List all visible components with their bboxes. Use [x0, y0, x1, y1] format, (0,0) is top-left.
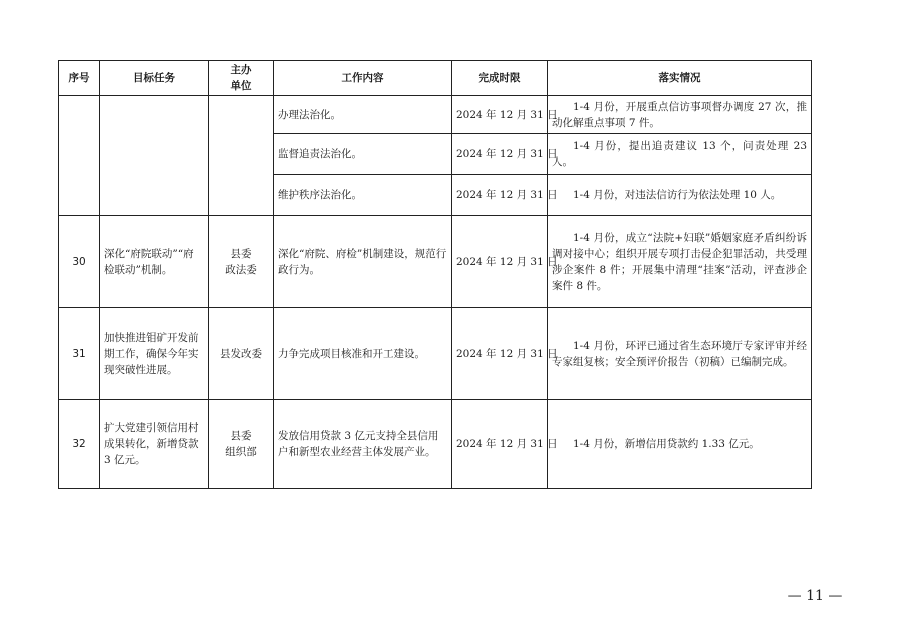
row-implementation: 1-4 月份，开展重点信访事项督办调度 27 次，推动化解重点事项 7 件。: [548, 96, 812, 134]
table-row: [59, 308, 812, 400]
header-content: 工作内容: [274, 61, 452, 96]
table-row: [59, 96, 812, 134]
row-implementation: 1-4 月份，新增信用贷款约 1.33 亿元。: [548, 400, 812, 489]
row-content: 力争完成项目核准和开工建设。: [274, 308, 452, 400]
row-task: 深化“府院联动”“府检联动”机制。: [100, 216, 209, 308]
row-seq: 30: [59, 216, 100, 308]
row-unit: 县委 组织部: [209, 400, 274, 489]
row-deadline: 2024 年 12 月 31 日: [452, 216, 548, 308]
table-row: [59, 400, 812, 489]
row-task: 扩大党建引领信用村成果转化，新增贷款 3 亿元。: [100, 400, 209, 489]
task-table: [58, 60, 812, 489]
row-implementation: 1-4 月份，提出追责建议 13 个，问责处理 23 人。: [548, 134, 812, 175]
table-row: [59, 216, 812, 308]
row-deadline: 2024 年 12 月 31 日: [452, 134, 548, 175]
header-seq: 序号: [59, 61, 100, 96]
page-number: — 11 —: [787, 588, 843, 604]
header-unit: 主办 单位: [209, 61, 274, 96]
row-implementation: 1-4 月份，成立“法院+妇联”婚姻家庭矛盾纠纷诉调对接中心；组织开展专项打击侵企犯罪活动，共受理涉企案件 8 件；开展集中清理“挂案”活动，评查涉企案件 8 件。: [548, 216, 812, 308]
row-implementation: 1-4 月份，对违法信访行为依法处理 10 人。: [548, 175, 812, 216]
row-implementation: 1-4 月份，环评已通过省生态环境厅专家评审并经专家组复核；安全预评价报告（初稿）已编制完成。: [548, 308, 812, 400]
row-seq: 31: [59, 308, 100, 400]
row-task: [100, 96, 209, 216]
row-task: 加快推进钼矿开发前期工作，确保今年实现突破性进展。: [100, 308, 209, 400]
row-seq: 32: [59, 400, 100, 489]
row-unit: [209, 96, 274, 216]
row-content: 维护秩序法治化。: [274, 175, 452, 216]
header-implementation: 落实情况: [548, 61, 812, 96]
header-deadline: 完成时限: [452, 61, 548, 96]
row-seq: [59, 96, 100, 216]
row-deadline: 2024 年 12 月 31 日: [452, 96, 548, 134]
header-row: [59, 61, 812, 96]
row-content: 发放信用贷款 3 亿元支持全县信用户和新型农业经营主体发展产业。: [274, 400, 452, 489]
row-unit: 县发改委: [209, 308, 274, 400]
row-unit: 县委 政法委: [209, 216, 274, 308]
row-content: 深化“府院、府检”机制建设，规范行政行为。: [274, 216, 452, 308]
header-task: 目标任务: [100, 61, 209, 96]
row-deadline: 2024 年 12 月 31 日: [452, 400, 548, 489]
row-deadline: 2024 年 12 月 31 日: [452, 308, 548, 400]
row-deadline: 2024 年 12 月 31 日: [452, 175, 548, 216]
row-content: 办理法治化。: [274, 96, 452, 134]
row-content: 监督追责法治化。: [274, 134, 452, 175]
